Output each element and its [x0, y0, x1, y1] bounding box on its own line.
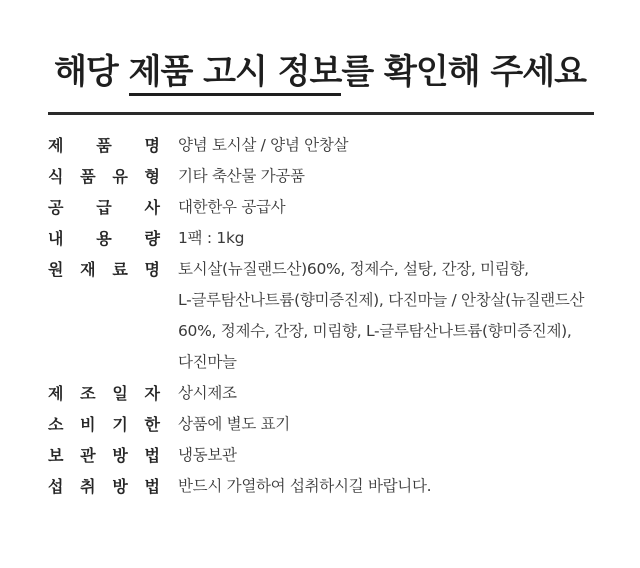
info-label-char: 명 [144, 260, 160, 279]
info-value [178, 440, 608, 471]
info-label-char: 일 [112, 384, 128, 403]
info-value [178, 254, 608, 378]
info-label [48, 378, 160, 409]
info-label-char: 품 [96, 136, 112, 155]
info-label-char: 료 [112, 260, 128, 279]
info-row [48, 254, 608, 378]
info-row [48, 161, 608, 192]
info-value-line: 다진마늘 [178, 353, 237, 371]
info-value-line: 기타 축산물 가공품 [178, 167, 305, 185]
info-label [48, 130, 160, 161]
info-label-char: 재 [80, 260, 96, 279]
info-row [48, 471, 608, 502]
info-value-line: 반드시 가열하여 섭취하시길 바랍니다. [178, 477, 432, 495]
info-row [48, 223, 608, 254]
info-label-char: 한 [144, 415, 160, 434]
info-value [178, 223, 608, 254]
info-label [48, 471, 160, 502]
info-row [48, 192, 608, 223]
info-label-char: 섭 [48, 477, 64, 496]
info-label-char: 보 [48, 446, 64, 465]
info-value-line: 양념 토시살 / 양념 안창살 [178, 136, 349, 154]
info-label-char: 조 [80, 384, 96, 403]
info-label-char: 제 [48, 384, 64, 403]
info-label-char: 법 [144, 446, 160, 465]
info-label-char: 제 [48, 136, 64, 155]
info-label-char: 기 [112, 415, 128, 434]
info-row [48, 440, 608, 471]
info-value [178, 192, 608, 223]
info-label-char: 품 [80, 167, 96, 186]
title-prefix: 해당 [54, 52, 129, 92]
info-value [178, 378, 608, 409]
info-label-char: 식 [48, 167, 64, 186]
info-label [48, 223, 160, 254]
info-label-char: 소 [48, 415, 64, 434]
info-label-char: 사 [144, 198, 160, 217]
info-value-line: 대한한우 공급사 [178, 198, 286, 216]
info-value [178, 409, 608, 440]
info-label-char: 용 [96, 229, 112, 248]
info-label [48, 192, 160, 223]
info-label-char: 취 [80, 477, 96, 496]
info-row [48, 130, 608, 161]
page-title [0, 44, 640, 93]
info-label [48, 254, 160, 285]
info-value-line: L-글루탐산나트륨(향미증진제), 다진마늘 / 안창살(뉴질랜드산 [178, 291, 585, 309]
info-value-line: 60%, 정제수, 간장, 미림향, L-글루탐산나트륨(향미증진제), [178, 322, 572, 340]
info-value-line: 1팩 : 1kg [178, 229, 245, 247]
info-value [178, 130, 608, 161]
info-label-char: 형 [144, 167, 160, 186]
info-label-char: 관 [80, 446, 96, 465]
info-label-char: 급 [96, 198, 112, 217]
info-value-line: 토시살(뉴질랜드산)60%, 정제수, 설탕, 간장, 미림향, [178, 260, 529, 278]
info-label-char: 원 [48, 260, 64, 279]
info-value-line: 냉동보관 [178, 446, 237, 464]
info-label-char: 방 [112, 477, 128, 496]
info-value-line: 상시제조 [178, 384, 237, 402]
info-label-char: 자 [144, 384, 160, 403]
info-row [48, 378, 608, 409]
info-label [48, 440, 160, 471]
info-row [48, 409, 608, 440]
info-label-char: 공 [48, 198, 64, 217]
title-suffix: 를 확인해 주세요 [341, 52, 586, 92]
info-label [48, 409, 160, 440]
info-label [48, 161, 160, 192]
title-divider [48, 112, 594, 115]
info-label-char: 유 [112, 167, 128, 186]
info-value-line: 상품에 별도 표기 [178, 415, 290, 433]
info-label-char: 명 [144, 136, 160, 155]
product-info-table [48, 130, 608, 502]
title-highlight: 제품 고시 정보 [129, 52, 342, 96]
info-label-char: 량 [144, 229, 160, 248]
info-label-char: 법 [144, 477, 160, 496]
info-label-char: 내 [48, 229, 64, 248]
info-label-char: 비 [80, 415, 96, 434]
info-label-char: 방 [112, 446, 128, 465]
info-value [178, 161, 608, 192]
info-value [178, 471, 608, 502]
